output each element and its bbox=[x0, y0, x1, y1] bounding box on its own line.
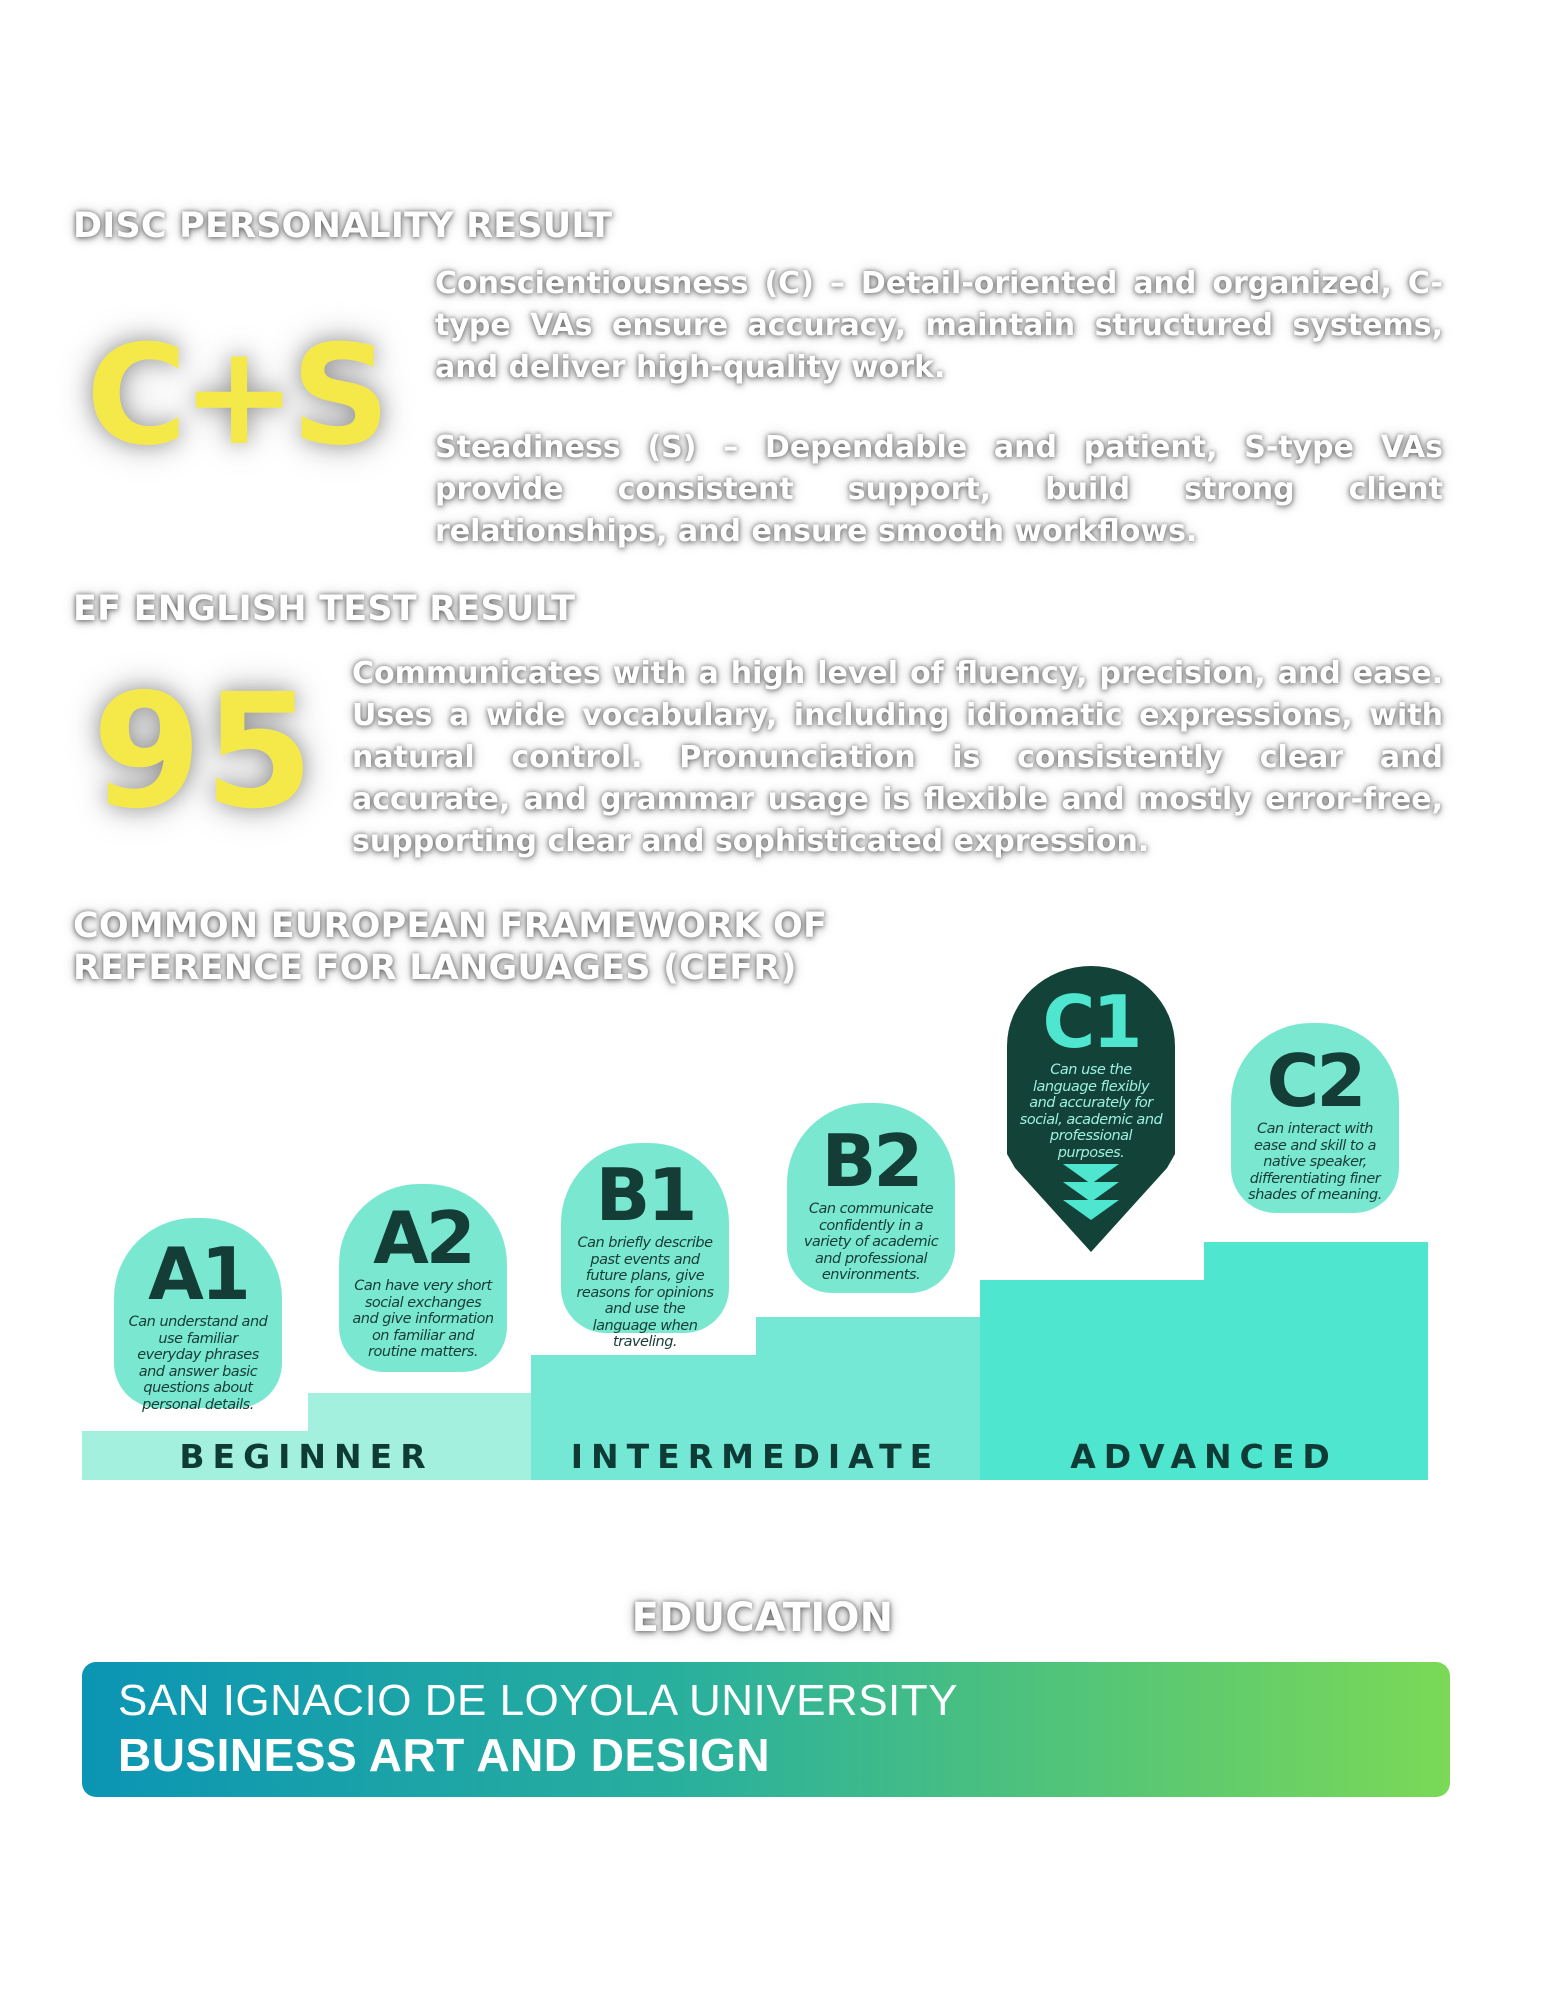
ef-description: Communicates with a high level of fluency, precision, and ease. Uses a wide vocabulary, including idiomatic expressions, with natural control. Pronunciation is consistently clear and accurate, and grammar usage is flexible and mostly error-free, supporting clear and sophisticated expression. bbox=[352, 656, 1443, 859]
level-a2-bubble bbox=[339, 1184, 507, 1372]
level-a1-bubble bbox=[114, 1218, 282, 1413]
cefr-title bbox=[73, 905, 827, 989]
education-degree: BUSINESS ART AND DESIGN bbox=[118, 1729, 771, 1781]
education-bar bbox=[82, 1662, 1450, 1797]
education-school: SAN IGNACIO DE LOYOLA UNIVERSITY bbox=[118, 1676, 958, 1725]
level-c2-desc: Can interact with ease and skill to a native speaker, differentiating finer shades of meaning. bbox=[1248, 1121, 1382, 1203]
level-a2-code: A2 bbox=[373, 1196, 473, 1280]
level-b2-desc: Can communicate confidently in a variety of academic and professional environments. bbox=[803, 1201, 939, 1283]
level-b2-bubble bbox=[787, 1103, 955, 1293]
ef-score: 95 bbox=[92, 660, 316, 844]
cefr-title-line2: REFERENCE FOR LANGUAGES (CEFR) bbox=[73, 948, 797, 988]
level-b1-code: B1 bbox=[595, 1153, 695, 1237]
level-c1-desc: Can use the language flexibly and accurately for social, academic and professional purposes. bbox=[1019, 1062, 1163, 1161]
level-a1-desc: Can understand and use familiar everyday phrases and answer basic questions about personal details. bbox=[128, 1314, 268, 1413]
band-advanced: ADVANCED bbox=[1070, 1437, 1338, 1476]
disc-paragraph-s: Steadiness (S) – Dependable and patient, S-type VAs provide consistent support, build strong client relationships, and ensure smooth workflows. bbox=[435, 430, 1443, 549]
level-b1-bubble bbox=[561, 1143, 729, 1350]
band-beginner: BEGINNER bbox=[179, 1437, 434, 1476]
level-a2-desc: Can have very short social exchanges and give information on familiar and routine matters. bbox=[352, 1278, 494, 1360]
level-c2-bubble bbox=[1231, 1023, 1399, 1213]
level-b2-code: B2 bbox=[821, 1119, 921, 1203]
band-intermediate: INTERMEDIATE bbox=[570, 1437, 941, 1476]
level-b1-desc: Can briefly describe past events and future plans, give reasons for opinions and use the language when traveling. bbox=[576, 1235, 714, 1350]
disc-paragraph-c: Conscientiousness (C) – Detail-oriented and organized, C-type VAs ensure accuracy, maintain structured systems, and deliver high-quality work. bbox=[435, 266, 1443, 385]
ef-title: EF ENGLISH TEST RESULT bbox=[73, 589, 576, 629]
disc-result: C+S bbox=[86, 315, 385, 476]
level-a1-code: A1 bbox=[148, 1232, 248, 1316]
level-c1-marker bbox=[1007, 966, 1175, 1252]
level-c1-code: C1 bbox=[1042, 980, 1140, 1064]
cefr-title-line1: COMMON EUROPEAN FRAMEWORK OF bbox=[73, 906, 828, 946]
education-title: EDUCATION bbox=[631, 1595, 894, 1641]
disc-title: DISC PERSONALITY RESULT bbox=[73, 206, 613, 246]
level-c2-code: C2 bbox=[1266, 1039, 1364, 1123]
